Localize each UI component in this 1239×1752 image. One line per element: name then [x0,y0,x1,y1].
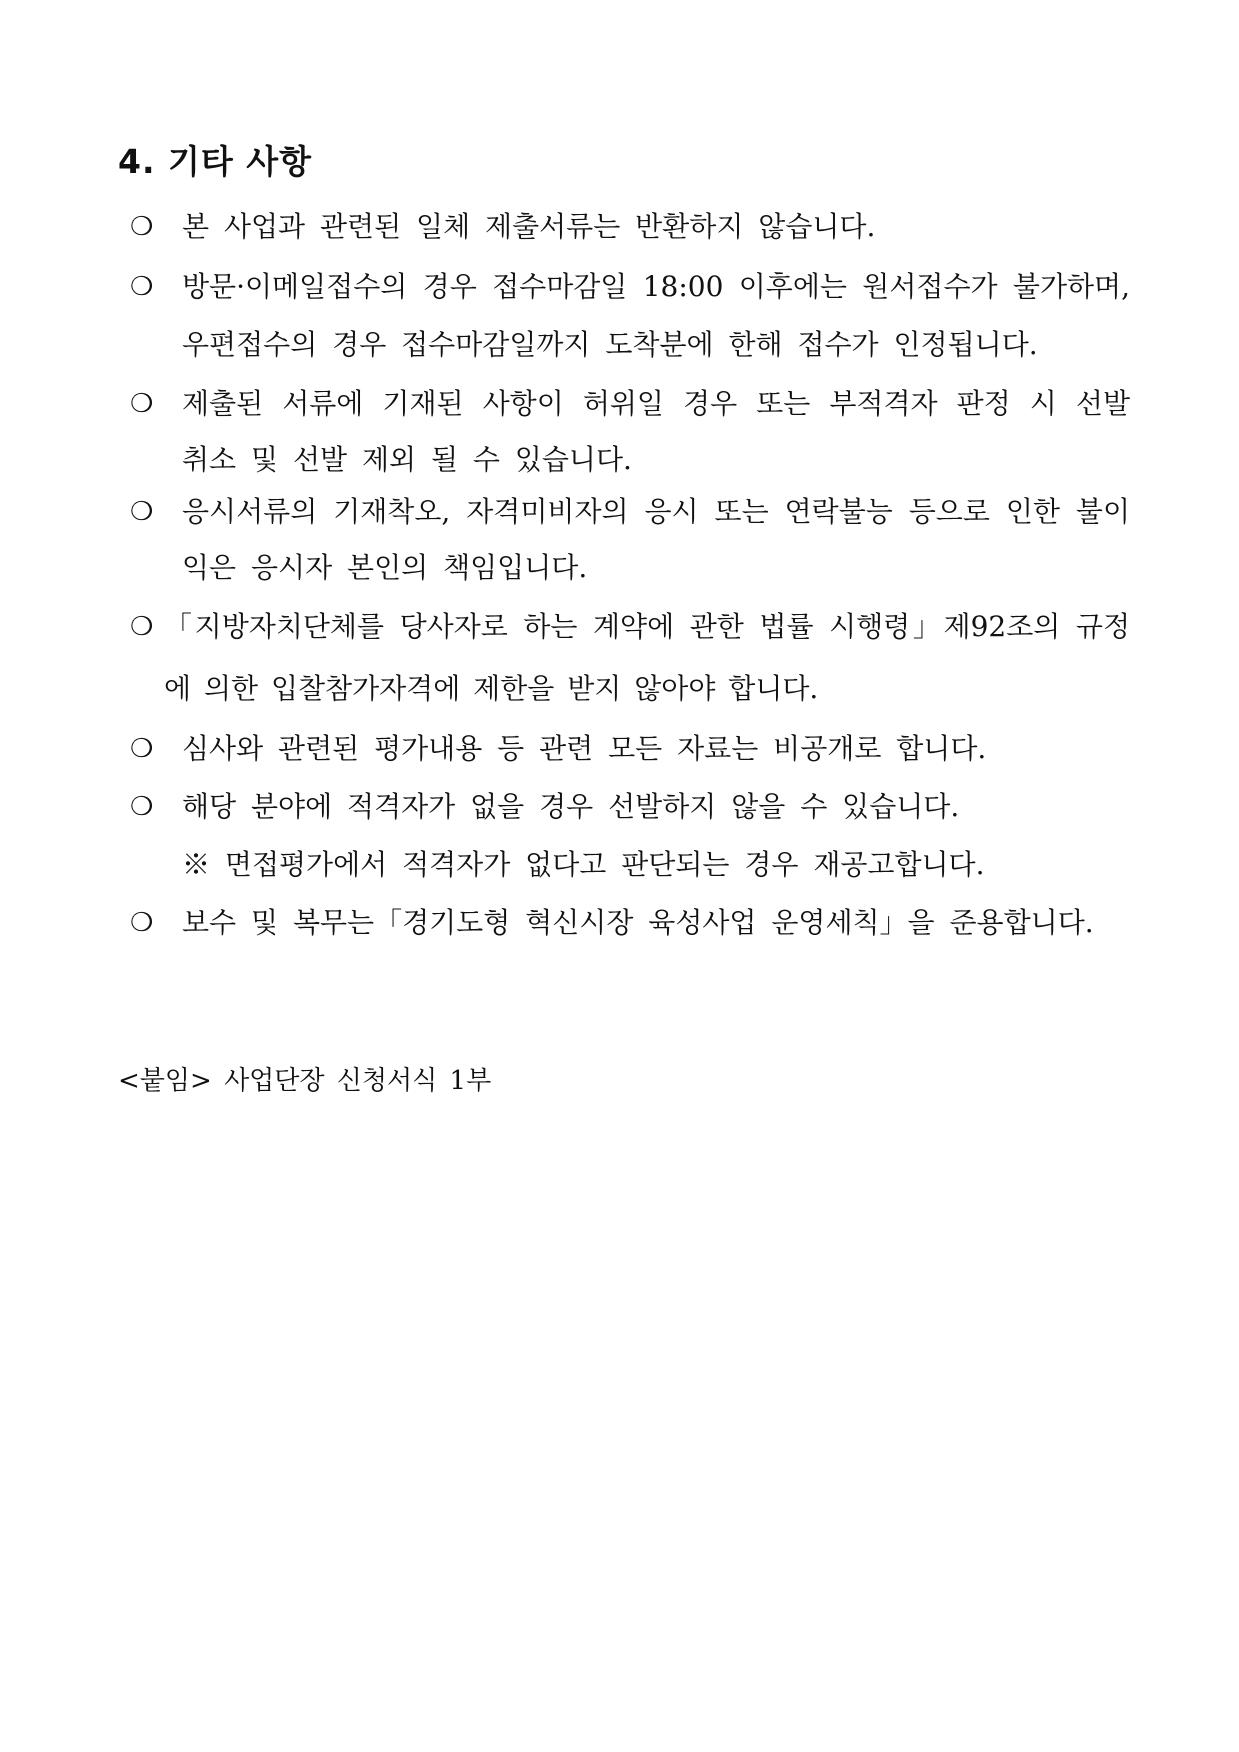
attachment-note: <붙임> 사업단장 신청서식 1부 [118,1066,492,1096]
list-item-text: 「지방자치단체를 당사자로 하는 계약에 관한 법률 시행령」제92조의 규정에 의한 입찰참가자격에 제한을 받지 않아야 합니다. [164,610,1130,705]
notice-list [130,198,1130,952]
circle-bullet-icon: ❍ [130,272,154,302]
list-item-text: 본 사업과 관련된 일체 제출서류는 반환하지 않습니다. [182,210,876,243]
circle-bullet-icon: ❍ [130,389,154,419]
list-item [130,258,1130,374]
list-item [130,894,1130,952]
circle-bullet-icon: ❍ [130,212,154,242]
list-item [130,778,1130,836]
circle-bullet-icon: ❍ [130,908,154,938]
list-item-text: 해당 분야에 적격자가 없을 경우 선발하지 않을 수 있습니다. [182,790,960,823]
circle-bullet-icon: ❍ [130,612,154,642]
list-item-text: 제출된 서류에 기재된 사항이 허위일 경우 또는 부적격자 판정 시 선발 취소 및 선발 제외 될 수 있습니다. [182,387,1130,476]
list-item [130,198,1130,256]
section-title: 4. 기타 사항 [118,142,312,181]
list-item-text: 보수 및 복무는「경기도형 혁신시장 육성사업 운영세칙」을 준용합니다. [182,906,1094,939]
circle-bullet-icon: ❍ [130,792,154,822]
list-item-text: 응시서류의 기재착오, 자격미비자의 응시 또는 연락불능 등으로 인한 불이익은 응시자 본인의 책임입니다. [182,495,1130,584]
list-item [130,596,1130,720]
note-line: ※ 면접평가에서 적격자가 없다고 판단되는 경우 재공고합니다. [182,848,985,881]
circle-bullet-icon: ❍ [130,497,154,527]
list-item [130,484,1130,596]
list-item [130,376,1130,488]
list-item [130,720,1130,778]
circle-bullet-icon: ❍ [130,734,154,764]
list-item-text: 방문·이메일접수의 경우 접수마감일 18:00 이후에는 원서접수가 불가하며, 우편접수의 경우 접수마감일까지 도착분에 한해 접수가 인정됩니다. [182,270,1130,361]
list-item-text: 심사와 관련된 평가내용 등 관련 모든 자료는 비공개로 합니다. [182,732,987,765]
